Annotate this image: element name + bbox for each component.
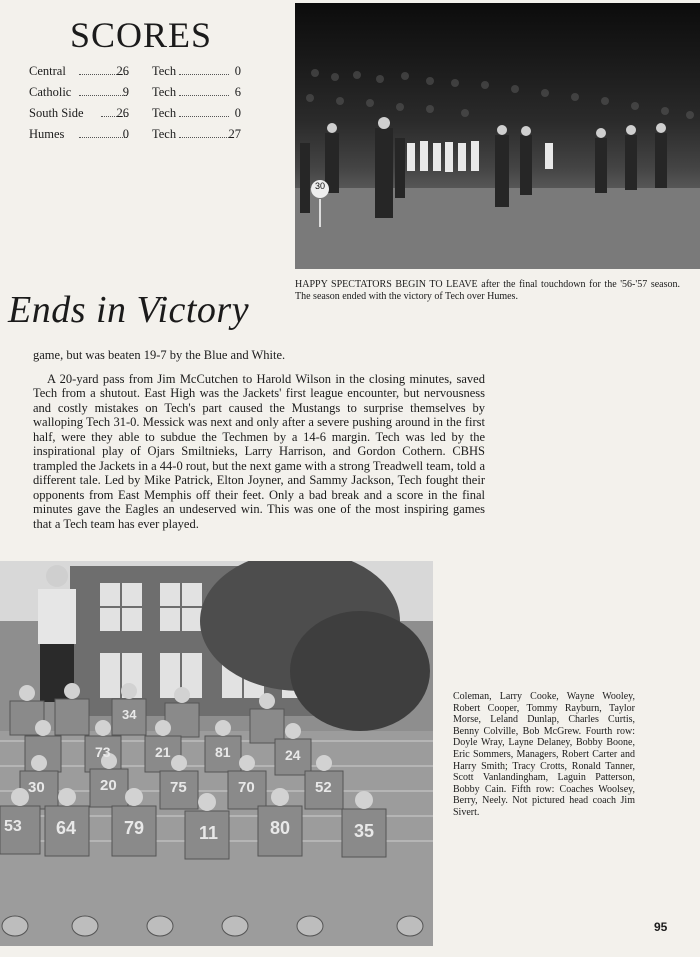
opponent-score: 6: [234, 85, 241, 99]
caption-lead: HAPPY SPECTATORS BEGIN TO LEAVE: [295, 279, 478, 290]
jersey-number: 81: [215, 744, 231, 760]
jersey-number: 24: [285, 747, 301, 763]
jersey-number: 20: [100, 777, 117, 794]
opponent-team: Tech: [152, 85, 177, 99]
jersey-number: 64: [56, 818, 77, 838]
jersey-number: 11: [199, 823, 219, 843]
spectators-caption: [295, 279, 680, 303]
headline: Ends in Victory: [8, 289, 250, 331]
score-row: [29, 64, 249, 85]
score-row: [29, 85, 249, 106]
yard-marker-sign: 30: [314, 181, 325, 191]
home-score: 26: [116, 106, 129, 120]
jersey-number: 30: [28, 779, 45, 796]
article-body: [33, 348, 485, 531]
jersey-number: 52: [315, 779, 332, 796]
home-score: 9: [122, 85, 129, 99]
jersey-number: 75: [170, 779, 187, 796]
jersey-number: 80: [270, 818, 291, 838]
home-team: Humes: [29, 127, 65, 141]
jersey-number: 79: [124, 818, 145, 838]
opponent-team: Tech: [152, 106, 177, 120]
jersey-number: 34: [122, 707, 137, 722]
opponent-score: 0: [234, 106, 241, 120]
team-caption: Coleman, Larry Cooke, Wayne Wooley, Robert Cooper, Tommy Rayburn, Taylor Morse, Leland Dunlap, Charles Curtis, Benny Colville, Bob McGrew. Fourth row: Doyle Wray, Layne Delaney, Bobby Boone, Eric Sommers, Managers, Robert Carter and Harry Smith; Tracy Crotts, Ronald Tanner, Scott Vanlandingham, Laguin Patterson, Bobby Cain. Fifth row: Coaches Woolsey, Berry, Neely. Not pictured head coach Jim Sivert.: [453, 691, 635, 818]
paragraph: A 20-yard pass from Jim McCutchen to Harold Wilson in the closing minutes, saved Tech from a shutout. East High was the Jackets' first league encounter, but nervousness and costly mistakes on Tech's part caused the Mustangs to surprise themselves by walloping Tech 31-0. Messick was next and only after a severe pushing around in the first half, were they able to subdue the Techmen by a 14-6 margin. Tech was led by the inspirational play of Ojars Smiltnieks, Larry Harrison, and Gordon Cothern. CBHS trampled the Jackets in a 44-0 rout, but the next game with a strong Treadwell team, told a different tale. Led by Mike Patrick, Elton Joyner, and Sammy Jackson, Tech fought their opponents from East Memphis off their feet. Only a bad break and a score in the final minutes gave the Eagles an undeserved win. This was one of the most inspiring games that a Tech team has ever played.: [33, 371, 485, 531]
team-photo: [0, 561, 433, 946]
jersey-number: 70: [238, 779, 255, 796]
scores-title: SCORES: [69, 15, 213, 55]
scores-table: [29, 64, 249, 148]
jersey-number: 53: [4, 818, 22, 835]
score-row: [29, 127, 249, 148]
opponent-score: 0: [234, 64, 241, 78]
jersey-number: 35: [354, 821, 375, 841]
home-team: South Side: [29, 106, 84, 120]
opponent-score: 27: [228, 127, 241, 141]
home-team: Catholic: [29, 85, 72, 99]
score-row: [29, 106, 249, 127]
paragraph: game, but was beaten 19-7 by the Blue and White.: [33, 348, 286, 362]
spectators-photo: [295, 3, 700, 269]
caption-text: after the final touchdown for the '56-'57 season. The season ended with the victory of Tech over Humes.: [295, 279, 680, 302]
page-number: 95: [654, 920, 668, 934]
opponent-team: Tech: [152, 127, 177, 141]
jersey-number: 73: [95, 744, 111, 760]
jersey-number: 21: [155, 744, 171, 760]
home-score: 0: [122, 127, 129, 141]
home-team: Central: [29, 64, 66, 78]
opponent-team: Tech: [152, 64, 177, 78]
home-score: 26: [116, 64, 129, 78]
